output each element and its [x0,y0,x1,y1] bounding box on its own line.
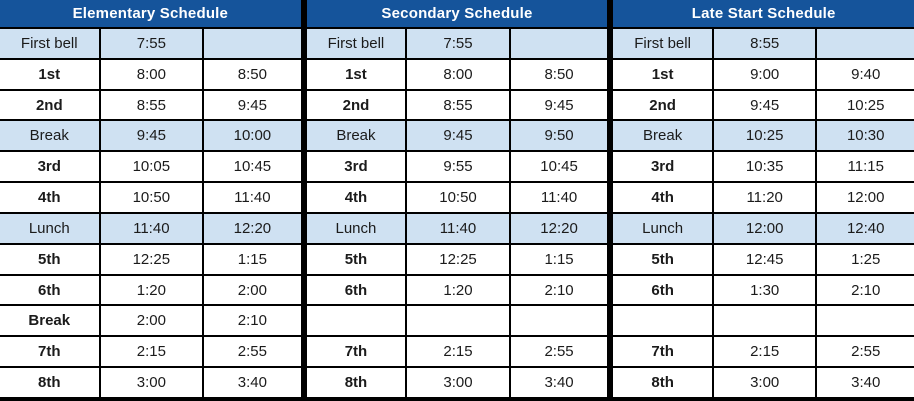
start-time-cell [407,306,511,335]
period-cell: 3rd [0,152,101,181]
table-row [307,306,608,337]
start-time-cell: 2:15 [714,337,818,366]
period-cell: First bell [307,29,408,58]
table-row [307,60,608,91]
period-cell: Break [307,121,408,150]
start-time-cell: 9:45 [407,121,511,150]
end-time-cell: 9:40 [851,65,881,83]
start-time-cell: 11:20 [714,183,818,212]
start-time-cell: 10:05 [101,152,205,181]
table-row [0,276,301,307]
schedule-table-elementary [0,0,301,397]
period-cell: Lunch [307,214,408,243]
start-time-cell: 8:00 [101,60,205,89]
start-time-cell: 1:20 [101,276,205,305]
end-time-cell: 10:30 [846,127,885,145]
end-time-cell: 11:15 [847,158,884,176]
period-cell: Lunch [613,214,714,243]
table-row [307,183,608,214]
end-time-cell [511,306,608,335]
period-cell: 8th [613,368,714,397]
start-time-cell: 8:00 [407,60,511,89]
end-time-cell [204,29,301,58]
table-row [0,214,301,245]
schedule-table-late-start [613,0,914,397]
table-row [613,214,914,245]
start-time-cell: 3:00 [101,368,205,397]
end-time-cell: 10:45 [540,158,578,176]
end-time-cell: 2:10 [544,281,574,299]
start-time-cell: 2:15 [407,337,511,366]
end-time-cell: 2:10 [237,312,267,330]
period-cell: First bell [0,29,101,58]
end-time-cell: 12:20 [540,219,578,237]
table-row [307,214,608,245]
end-time-cell: 2:10 [851,281,881,299]
table-row [307,337,608,368]
period-cell: 4th [613,183,714,212]
period-cell: 1st [307,60,408,89]
start-time-cell: 9:55 [407,152,511,181]
table-row [613,121,914,152]
end-time-cell: 12:20 [233,219,272,237]
table-row [307,121,608,152]
table-row [613,368,914,397]
start-time-cell: 8:55 [101,91,205,120]
table-row [307,368,608,397]
end-time-cell: 8:50 [237,65,267,83]
table-row [0,29,301,60]
end-time-cell: 1:15 [544,250,574,268]
table-row [613,245,914,276]
table-row [0,306,301,337]
end-time-cell: 3:40 [237,374,267,392]
table-row [613,337,914,368]
end-time-cell: 11:40 [540,189,578,207]
end-time-cell [511,29,608,58]
end-time-cell: 2:55 [851,343,881,361]
period-cell: 7th [613,337,714,366]
table-row [613,183,914,214]
start-time-cell: 7:55 [407,29,511,58]
end-time-cell: 12:00 [846,189,885,207]
period-cell: Break [613,121,714,150]
start-time-cell: 2:00 [101,306,205,335]
table-body [307,29,608,397]
table-row [307,276,608,307]
period-cell: 2nd [307,91,408,120]
period-cell: 5th [0,245,101,274]
end-time-cell: 12:40 [846,219,885,237]
table-row [307,29,608,60]
period-cell: Break [0,306,101,335]
table-row [307,91,608,122]
table-row [307,245,608,276]
table-title: Secondary Schedule [307,0,608,29]
period-cell: 3rd [307,152,408,181]
period-cell [307,306,408,335]
end-time-cell [817,29,914,58]
table-row [0,121,301,152]
period-cell: 2nd [613,91,714,120]
table-row [613,29,914,60]
table-row [613,306,914,337]
start-time-cell: 10:50 [101,183,205,212]
end-time-cell: 2:55 [237,343,267,361]
table-row [307,152,608,183]
period-cell: 1st [0,60,101,89]
end-time-cell: 10:45 [233,158,272,176]
period-cell: 6th [0,276,101,305]
table-row [613,276,914,307]
period-cell: 5th [307,245,408,274]
start-time-cell: 9:45 [714,91,818,120]
end-time-cell: 3:40 [851,374,881,392]
start-time-cell: 8:55 [714,29,818,58]
start-time-cell: 12:25 [407,245,511,274]
end-time-cell: 11:40 [234,189,271,207]
start-time-cell: 3:00 [714,368,818,397]
table-body [613,29,914,397]
end-time-cell: 10:00 [233,127,272,145]
end-time-cell: 9:50 [544,127,574,145]
start-time-cell: 8:55 [407,91,511,120]
start-time-cell: 7:55 [101,29,205,58]
table-row [0,152,301,183]
start-time-cell: 2:15 [101,337,205,366]
period-cell: 5th [613,245,714,274]
period-cell: 8th [0,368,101,397]
period-cell: 6th [613,276,714,305]
table-row [0,60,301,91]
end-time-cell: 2:55 [544,343,574,361]
start-time-cell: 12:45 [714,245,818,274]
start-time-cell [714,306,818,335]
start-time-cell: 11:40 [101,214,205,243]
period-cell: 8th [307,368,408,397]
period-cell: 4th [307,183,408,212]
table-row [0,368,301,397]
period-cell: 7th [307,337,408,366]
table-row [613,152,914,183]
start-time-cell: 1:20 [407,276,511,305]
start-time-cell: 12:25 [101,245,205,274]
period-cell: 6th [307,276,408,305]
end-time-cell: 1:15 [237,250,267,268]
schedule-table-secondary [307,0,608,397]
start-time-cell: 10:25 [714,121,818,150]
start-time-cell: 10:50 [407,183,511,212]
end-time-cell: 9:45 [237,96,267,114]
start-time-cell: 1:30 [714,276,818,305]
period-cell: Break [0,121,101,150]
table-title: Elementary Schedule [0,0,301,29]
start-time-cell: 11:40 [407,214,511,243]
end-time-cell: 8:50 [544,65,574,83]
table-row [613,91,914,122]
period-cell: 7th [0,337,101,366]
end-time-cell: 1:25 [851,250,881,268]
start-time-cell: 12:00 [714,214,818,243]
period-cell: 3rd [613,152,714,181]
table-row [0,183,301,214]
start-time-cell: 3:00 [407,368,511,397]
end-time-cell [817,306,914,335]
end-time-cell: 10:25 [846,96,885,114]
start-time-cell: 9:45 [101,121,205,150]
table-body [0,29,301,397]
end-time-cell: 3:40 [544,374,574,392]
end-time-cell: 2:00 [237,281,267,299]
period-cell: 1st [613,60,714,89]
period-cell: First bell [613,29,714,58]
period-cell: Lunch [0,214,101,243]
end-time-cell: 9:45 [544,96,574,114]
period-cell [613,306,714,335]
table-row [0,245,301,276]
start-time-cell: 10:35 [714,152,818,181]
period-cell: 4th [0,183,101,212]
table-row [613,60,914,91]
table-row [0,91,301,122]
table-row [0,337,301,368]
table-title: Late Start Schedule [613,0,914,29]
period-cell: 2nd [0,91,101,120]
start-time-cell: 9:00 [714,60,818,89]
